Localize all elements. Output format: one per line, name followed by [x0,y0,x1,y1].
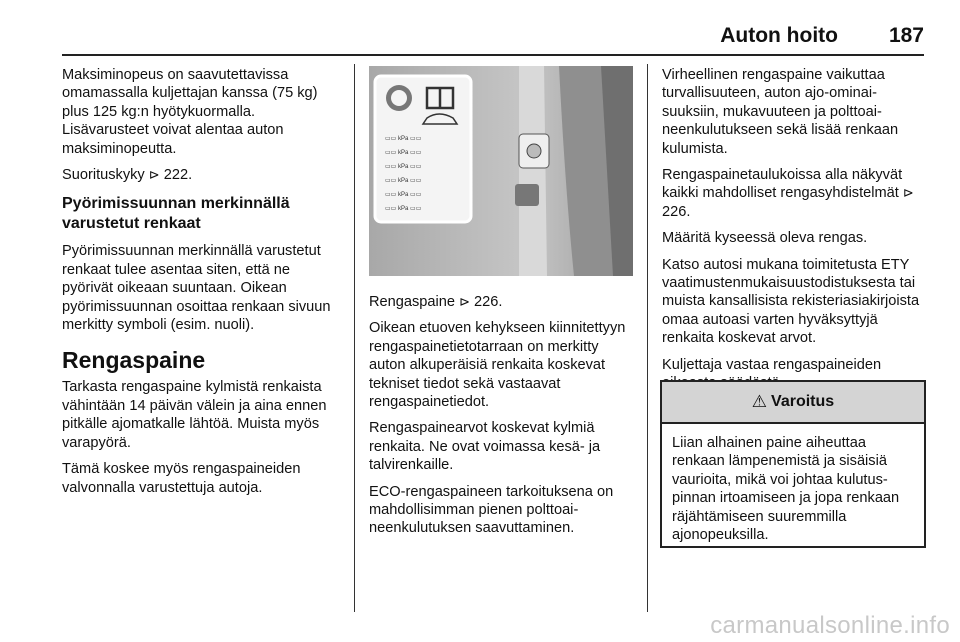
xref-arrow-icon: ⊳ [148,167,160,183]
label-kpa: kPa [398,136,409,142]
tyre-pressure-label-photo [369,66,633,276]
column-divider-1 [354,64,355,612]
label-row: ▭▭ kPa ▭▭ [385,206,422,212]
warning-text: Liian alhainen paine aiheuttaa renkaan lämpenemistä ja sisäisiä vaurioita, mikä voi johtaa kulutuspinnan irtoamiseen ja jopa renkaan räjähtämiseen suuremmilla ajonopeuksilla. [672,435,900,544]
paragraph-driver-responsible: Kuljettaja vastaa rengaspaineiden [662,356,882,373]
xref-arrow-icon: ⊳ [459,294,470,309]
heading-rotation-tyres: Pyörimissuunnan merkinnällä varustetut renkaat [62,195,290,233]
caption-page-link[interactable]: 226. [474,294,503,310]
label-kpa: kPa [398,164,409,170]
xref-arrow-icon: ⊳ [902,185,914,201]
paragraph-monitoring: Tämä koskee myös rengaspaineiden valvonnalla varustettuja autoja. [62,461,301,496]
paragraph-performance-ref [62,166,340,184]
paragraph-eco-pressure: ECO-rengaspaineen tarkoituksena on mahdollisimman pienen polttoaineenkulutuksen saavuttaminen. [369,483,614,537]
label-row: ▭▭ kPa ▭▭ [385,164,422,170]
label-kpa: kPa [398,192,409,198]
column-3 [662,66,927,401]
watermark: carmanualsonline.info [710,612,950,639]
column-2 [369,293,633,546]
performance-text: Suorituskyky [62,167,145,184]
label-kpa: kPa [398,178,409,184]
paragraph-door-label: Oikean etuoven kehykseen kiinnitettyyn rengaspainetietotarraan on merkitty auton alkuperäisiä renkaita koskevat tekniset tiedot sekä vastaavat rengaspainetiedot. [369,320,626,411]
caption-text: Rengaspaine [369,294,456,310]
tables-page-link[interactable]: 226. [662,203,691,220]
paragraph-rotation: Pyörimissuunnan merkinnällä varustetut renkaat tulee asentaa siten, että ne pyörivät oikeaan suuntaan. Oikean pyörimissuunnan osoittaa renkaan sivuun merkitty symboli (esim. nuoli). [62,243,331,334]
label-kpa: kPa [398,206,409,212]
section-title: Auton hoito [720,24,838,47]
column-1 [62,66,340,505]
paragraph-check-pressure: Tarkasta rengaspaine kylmistä renkaista vähintään 14 päivän välein ja aina ennen pitkälle ajomatkalle lähtöä. Muista myös varapyörä. [62,379,327,451]
page-number: 187 [888,24,924,47]
label-row: ▭▭ kPa ▭▭ [385,136,422,142]
label-row: ▭▭ kPa ▭▭ [385,150,422,156]
label-row: ▭▭ kPa ▭▭ [385,192,422,198]
warning-header [662,382,924,424]
performance-page-link[interactable]: 222. [163,167,193,184]
warning-box [660,380,926,548]
label-row: ▭▭ kPa ▭▭ [385,178,422,184]
paragraph-certificate: Katso autosi mukana toimitetusta ETY vaatimustenmukaisuustodistuksesta tai muista kansallisista rekisteriasiakirjoista omaa autoasi varten hyväksyttyjä renkaita koskevat arvot. [662,256,920,347]
paragraph-max-speed: Maksiminopeus on saavutettavissa omamassalla kuljettajan kanssa (75 kg) plus 125 kg:n hyötykuormalla. Lisävarusteet voivat alentaa auton maksiminopeutta. [62,67,318,157]
warning-title: Varoitus [771,393,835,410]
label-table [385,132,469,216]
column-divider-2 [647,64,648,612]
label-kpa: kPa [398,150,409,156]
paragraph-pressure-tables [662,166,927,221]
paragraph-cold-tyres: Rengaspainearvot koskevat kylmiä renkaita. Ne ovat voimassa kesä- ja talvirenkaille. [369,420,601,474]
heading-tyre-pressure: Rengaspaine [62,347,206,374]
photo-caption [369,293,633,311]
paragraph-identify-tyre: Määritä kyseessä oleva rengas. [662,230,868,247]
warning-triangle-icon: ⚠ [751,392,768,411]
page-header [62,18,924,56]
paragraph-wrong-pressure: Virheellinen rengaspaine vaikuttaa turvallisuuteen, auton ajo-ominaisuuksiin, mukavuuteen ja polttoaineenkulutukseen sekä lisää renkaan kulumista. [662,67,899,157]
tables-text: Rengaspainetaulukoissa alla näkyvät kaikki mahdolliset rengasyhdistelmät [662,167,903,202]
